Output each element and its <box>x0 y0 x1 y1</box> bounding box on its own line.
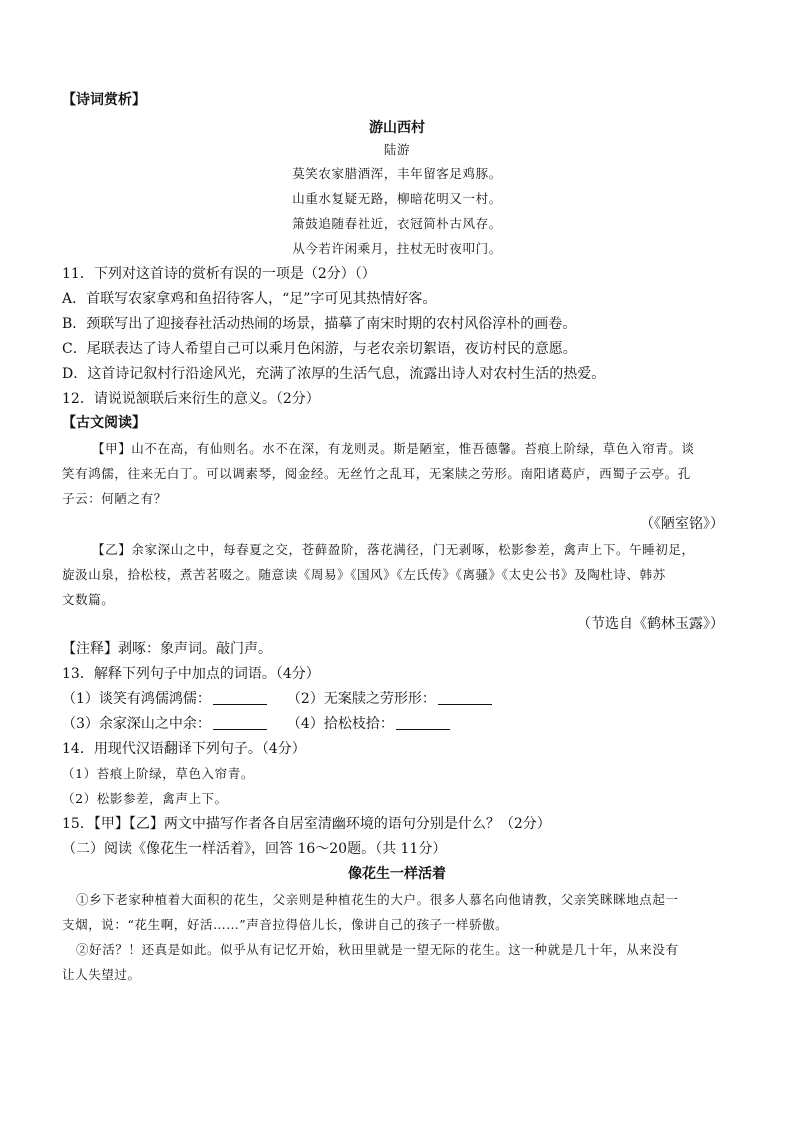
passage-yi-line: 【乙】余家深山之中，每春夏之交，苍藓盈阶，落花满径，门无剥啄，松影参差，禽声上下。午睡初足， <box>92 542 695 557</box>
question-13-row <box>62 714 450 734</box>
passage-jia-line: 笑有鸿儒，往来无白丁。可以调素琴，阅金经。无丝竹之乱耳，无案牍之劳形。南阳诸葛庐，西蜀子云亭。孔 <box>62 466 691 481</box>
question-11-option-b: B．颈联写出了迎接春社活动热闹的场景，描摹了南宋时期的农村风俗淳朴的画卷。 <box>62 316 577 332</box>
question-13-item-3: （3）余家深山之中余： <box>62 716 211 732</box>
poem-author: 陆游 <box>383 142 411 157</box>
poem-line: 箫鼓追随春社近，衣冠简朴古风存。 <box>292 216 502 231</box>
poem-line: 山重水复疑无路，柳暗花明又一村。 <box>292 191 502 206</box>
question-14-item-2: （2）松影参差，禽声上下。 <box>62 791 228 806</box>
question-12: 12．请说说颔联后来衍生的意义。（2分） <box>62 391 320 407</box>
question-13-item-1: （1）谈笑有鸿儒鸿儒： <box>62 691 211 707</box>
question-15: 15．【甲】【乙】两文中描写作者各自居室清幽环境的语句分别是什么？（2分） <box>62 816 551 832</box>
answer-blank[interactable] <box>438 690 492 705</box>
answer-blank[interactable] <box>396 715 450 730</box>
passage-yi-source: （节选自《鹤林玉露》） <box>577 616 724 632</box>
question-11-option-d: D．这首诗记叙村行沿途风光，充满了浓厚的生活气息，流露出诗人对农村生活的热爱。 <box>62 366 606 382</box>
article-paragraph-line: 支烟，说：“花生啊，好活……”声音拉得倍儿长，像讲自己的孩子一样骄傲。 <box>62 917 509 932</box>
question-11-option-a: A．首联写农家拿鸡和鱼招待客人，“足”字可见其热情好客。 <box>62 291 437 307</box>
article-paragraph-line: ①乡下老家种植着大面积的花生，父亲则是种植花生的大户。很多人慕名向他请教，父亲笑眯眯地点起一 <box>76 892 679 907</box>
poem-line: 莫笑农家腊酒浑，丰年留客足鸡豚。 <box>292 166 502 181</box>
question-11-option-c: C．尾联表达了诗人希望自己可以乘月色闲游，与老农亲切絮语，夜访村民的意愿。 <box>62 341 577 357</box>
article-title: 像花生一样活着 <box>348 866 446 882</box>
section-heading-classical: 【古文阅读】 <box>62 415 146 431</box>
question-14-stem: 14．用现代汉语翻译下列句子。（4分） <box>62 741 306 757</box>
answer-blank[interactable] <box>213 690 267 705</box>
poem-line: 从今若许闲乘月，拄杖无时夜叩门。 <box>292 241 502 256</box>
question-13-row <box>62 689 492 709</box>
annotation-note: 【注释】剥啄：象声词。敲门声。 <box>62 641 272 657</box>
article-paragraph-line: ②好活？！还真是如此。似乎从有记忆开始，秋田里就是一望无际的花生。这一种就是几十年，从来没有 <box>76 942 679 957</box>
question-11-stem: 11．下列对这首诗的赏析有误的一项是（2分）（） <box>62 266 376 282</box>
passage-jia-line: 子云：何陋之有？ <box>62 491 167 506</box>
poem-title: 游山西村 <box>369 120 425 136</box>
answer-blank[interactable] <box>213 715 267 730</box>
question-13-item-2: （2）无案牍之劳形形： <box>286 691 436 707</box>
question-14-item-1: （1）苔痕上阶绿，草色入帘青。 <box>62 766 254 781</box>
passage-jia-line: 【甲】山不在高，有仙则名。水不在深，有龙则灵。斯是陋室，惟吾德馨。苔痕上阶绿，草色入帘青。谈 <box>92 441 695 456</box>
passage-yi-line: 文数篇。 <box>62 592 115 607</box>
section-heading-poem: 【诗词赏析】 <box>62 92 146 108</box>
passage-yi-line: 旋汲山泉，拾松枝，煮苦茗啜之。随意读《周易》《国风》《左氏传》《离骚》《太史公书》及陶杜诗、韩苏 <box>62 567 666 582</box>
article-paragraph-line: 让人失望过。 <box>62 967 141 982</box>
question-13-item-4: （4）拾松枝拾： <box>286 716 394 732</box>
passage-jia-source: （《陋室铭》） <box>640 516 724 532</box>
question-13-stem: 13．解释下列句子中加点的词语。（4分） <box>62 666 320 682</box>
part-two-heading: （二）阅读《像花生一样活着》，回答 16～20题。（共 11分） <box>62 841 447 857</box>
